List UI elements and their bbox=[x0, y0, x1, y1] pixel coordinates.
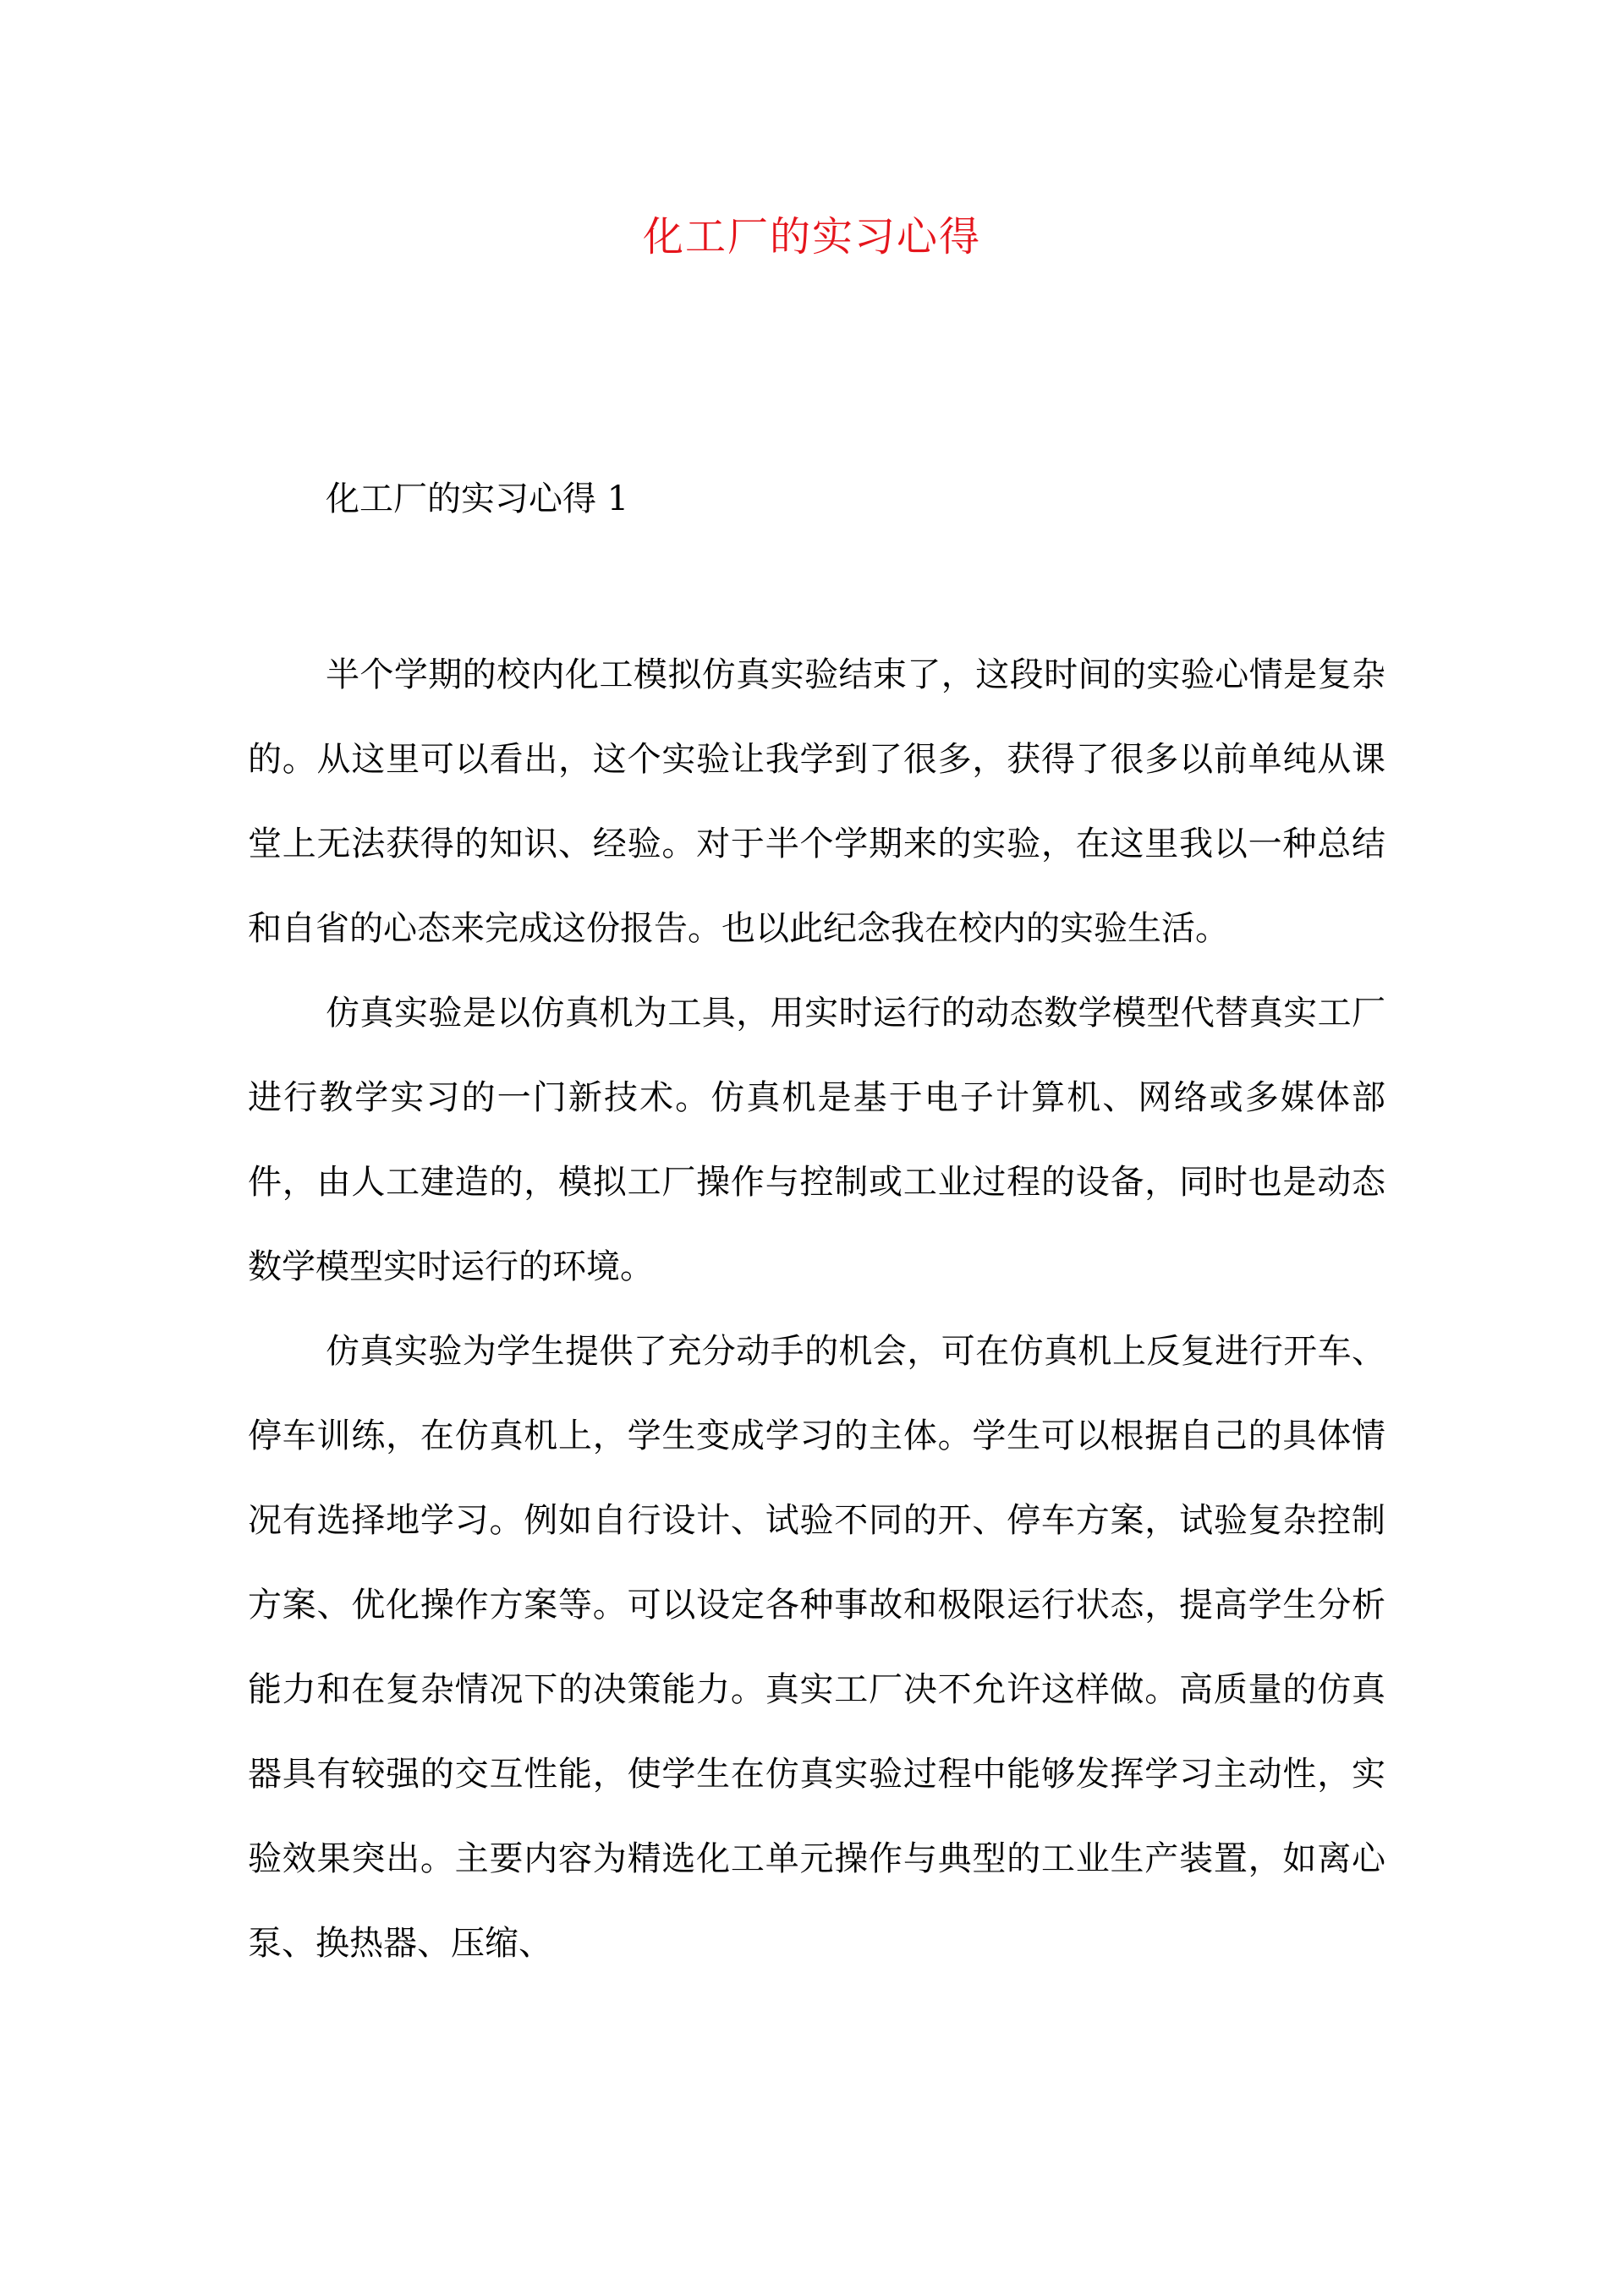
paragraph: 仿真实验是以仿真机为工具，用实时运行的动态数学模型代替真实工厂进行教学实习的一门新技术。仿真机是基于电子计算机、网络或多媒体部件，由人工建造的，模拟工厂操作与控制或工业过程的设备，同时也是动态数学模型实时运行的环境。 bbox=[248, 994, 1385, 1286]
paragraph: 半个学期的校内化工模拟仿真实验结束了，这段时间的实验心情是复杂的。从这里可以看出，这个实验让我学到了很多，获得了很多以前单纯从课堂上无法获得的知识、经验。对于半个学期来的实验，在这里我以一种总结和自省的心态来完成这份报告。也以此纪念我在校内的实验生活。 bbox=[248, 655, 1385, 948]
paragraph: 仿真实验为学生提供了充分动手的机会，可在仿真机上反复进行开车、停车训练，在仿真机上，学生变成学习的主体。学生可以根据自己的具体情况有选择地学习。例如自行设计、试验不同的开、停车方案，试验复杂控制方案、优化操作方案等。可以设定各种事故和极限运行状态，提高学生分析能力和在复杂情况下的决策能力。真实工厂决不允许这样做。高质量的仿真器具有较强的交互性能，使学生在仿真实验过程中能够发挥学习主动性，实验效果突出。主要内容为精选化工单元操作与典型的工业生产装置，如离心泵、换热器、压缩、 bbox=[248, 1332, 1385, 1963]
document-title: 化工厂的实习心得 bbox=[642, 213, 981, 260]
section-heading: 化工厂的实习心得 1 bbox=[326, 479, 629, 518]
body-text bbox=[248, 633, 1385, 1986]
